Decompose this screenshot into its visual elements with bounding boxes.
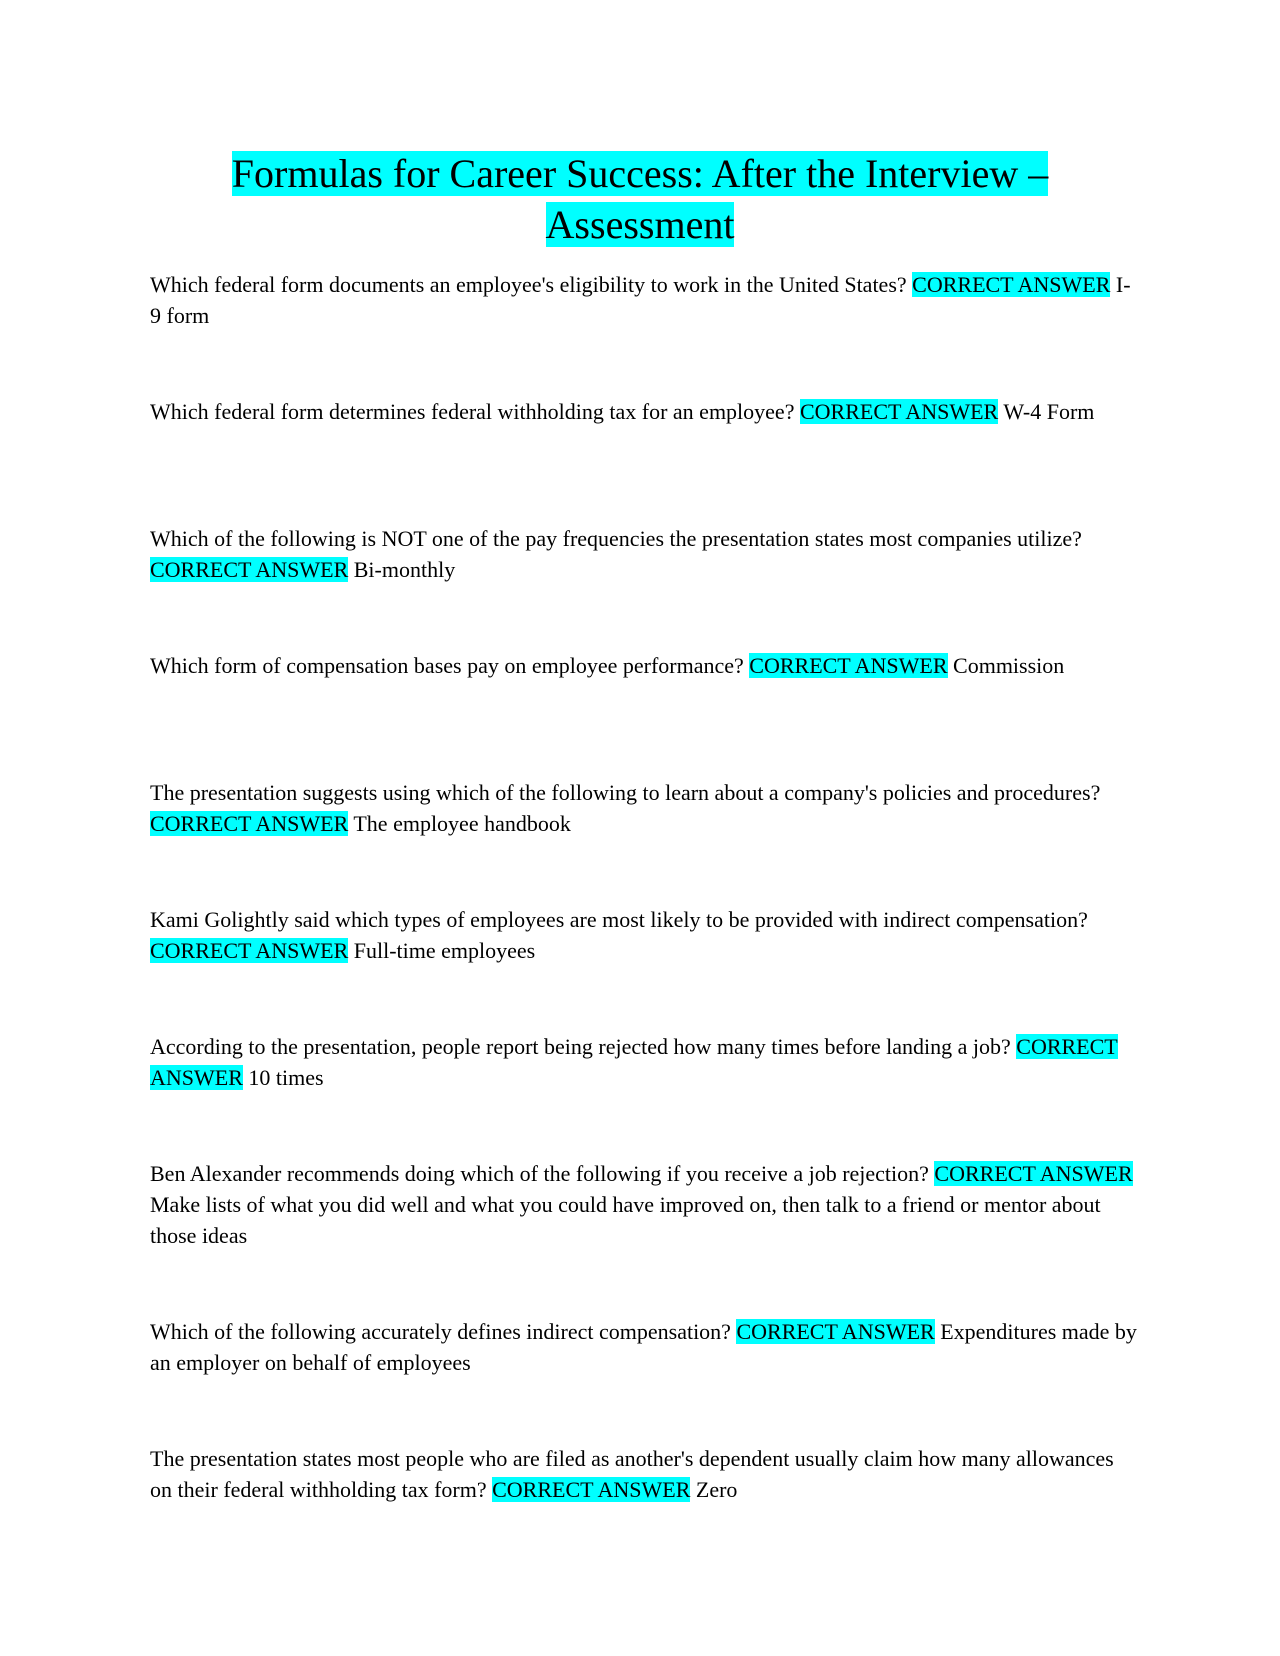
- correct-answer-marker: CORRECT ANSWER: [150, 811, 349, 836]
- page-title: [150, 148, 1130, 250]
- correct-answer-marker: CORRECT ANSWER: [912, 272, 1111, 297]
- qa-item-5: [150, 777, 1140, 839]
- answer-text: W-4 Form: [1003, 399, 1095, 424]
- answer-text: Expenditures made by an employer on behalf of employees: [150, 1319, 1137, 1375]
- qa-item-1: [150, 269, 1140, 331]
- answer-text: The employee handbook: [353, 811, 571, 836]
- correct-answer-marker: CORRECT ANSWER: [150, 1034, 1118, 1090]
- correct-answer-marker: CORRECT ANSWER: [150, 938, 349, 963]
- answer-text: I-9 form: [150, 272, 1131, 328]
- answer-text: Commission: [953, 653, 1065, 678]
- qa-item-2: [150, 396, 1140, 427]
- correct-answer-marker: CORRECT ANSWER: [736, 1319, 935, 1344]
- question-text: Which of the following accurately defines indirect compensation?: [150, 1319, 731, 1344]
- answer-text: Zero: [695, 1477, 738, 1502]
- answer-text: 10 times: [248, 1065, 324, 1090]
- question-text: Which federal form determines federal withholding tax for an employee?: [150, 399, 795, 424]
- question-text: According to the presentation, people report being rejected how many times before landing a job?: [150, 1034, 1011, 1059]
- correct-answer-marker: CORRECT ANSWER: [150, 557, 349, 582]
- correct-answer-marker: CORRECT ANSWER: [799, 399, 999, 424]
- answer-text: Bi-monthly: [353, 557, 456, 582]
- qa-item-3: [150, 523, 1140, 585]
- answer-text: Full-time employees: [353, 938, 536, 963]
- answer-text: Make lists of what you did well and what you could have improved on, then talk to a friend or mentor about those ideas: [150, 1192, 1101, 1248]
- question-text: Kami Golightly said which types of employees are most likely to be provided with indirect compensation?: [150, 907, 1088, 932]
- question-text: Which federal form documents an employee's eligibility to work in the United States?: [150, 272, 907, 297]
- qa-item-4: [150, 650, 1140, 681]
- question-text: The presentation states most people who are filed as another's dependent usually claim how many allowances on their federal withholding tax form?: [150, 1446, 1114, 1502]
- correct-answer-marker: CORRECT ANSWER: [934, 1161, 1133, 1186]
- correct-answer-marker: CORRECT ANSWER: [492, 1477, 691, 1502]
- question-text: Which of the following is NOT one of the pay frequencies the presentation states most companies utilize?: [150, 526, 1082, 551]
- qa-item-6: [150, 904, 1140, 966]
- question-text: Ben Alexander recommends doing which of the following if you receive a job rejection?: [150, 1161, 929, 1186]
- question-text: The presentation suggests using which of the following to learn about a company's policies and procedures?: [150, 780, 1101, 805]
- qa-item-9: [150, 1316, 1140, 1378]
- correct-answer-marker: CORRECT ANSWER: [749, 653, 948, 678]
- qa-item-7: [150, 1031, 1140, 1093]
- title-highlight: Formulas for Career Success: After the Interview – Assessment: [231, 151, 1049, 247]
- qa-item-8: [150, 1158, 1140, 1251]
- qa-item-10: [150, 1443, 1140, 1505]
- question-text: Which form of compensation bases pay on employee performance?: [150, 653, 744, 678]
